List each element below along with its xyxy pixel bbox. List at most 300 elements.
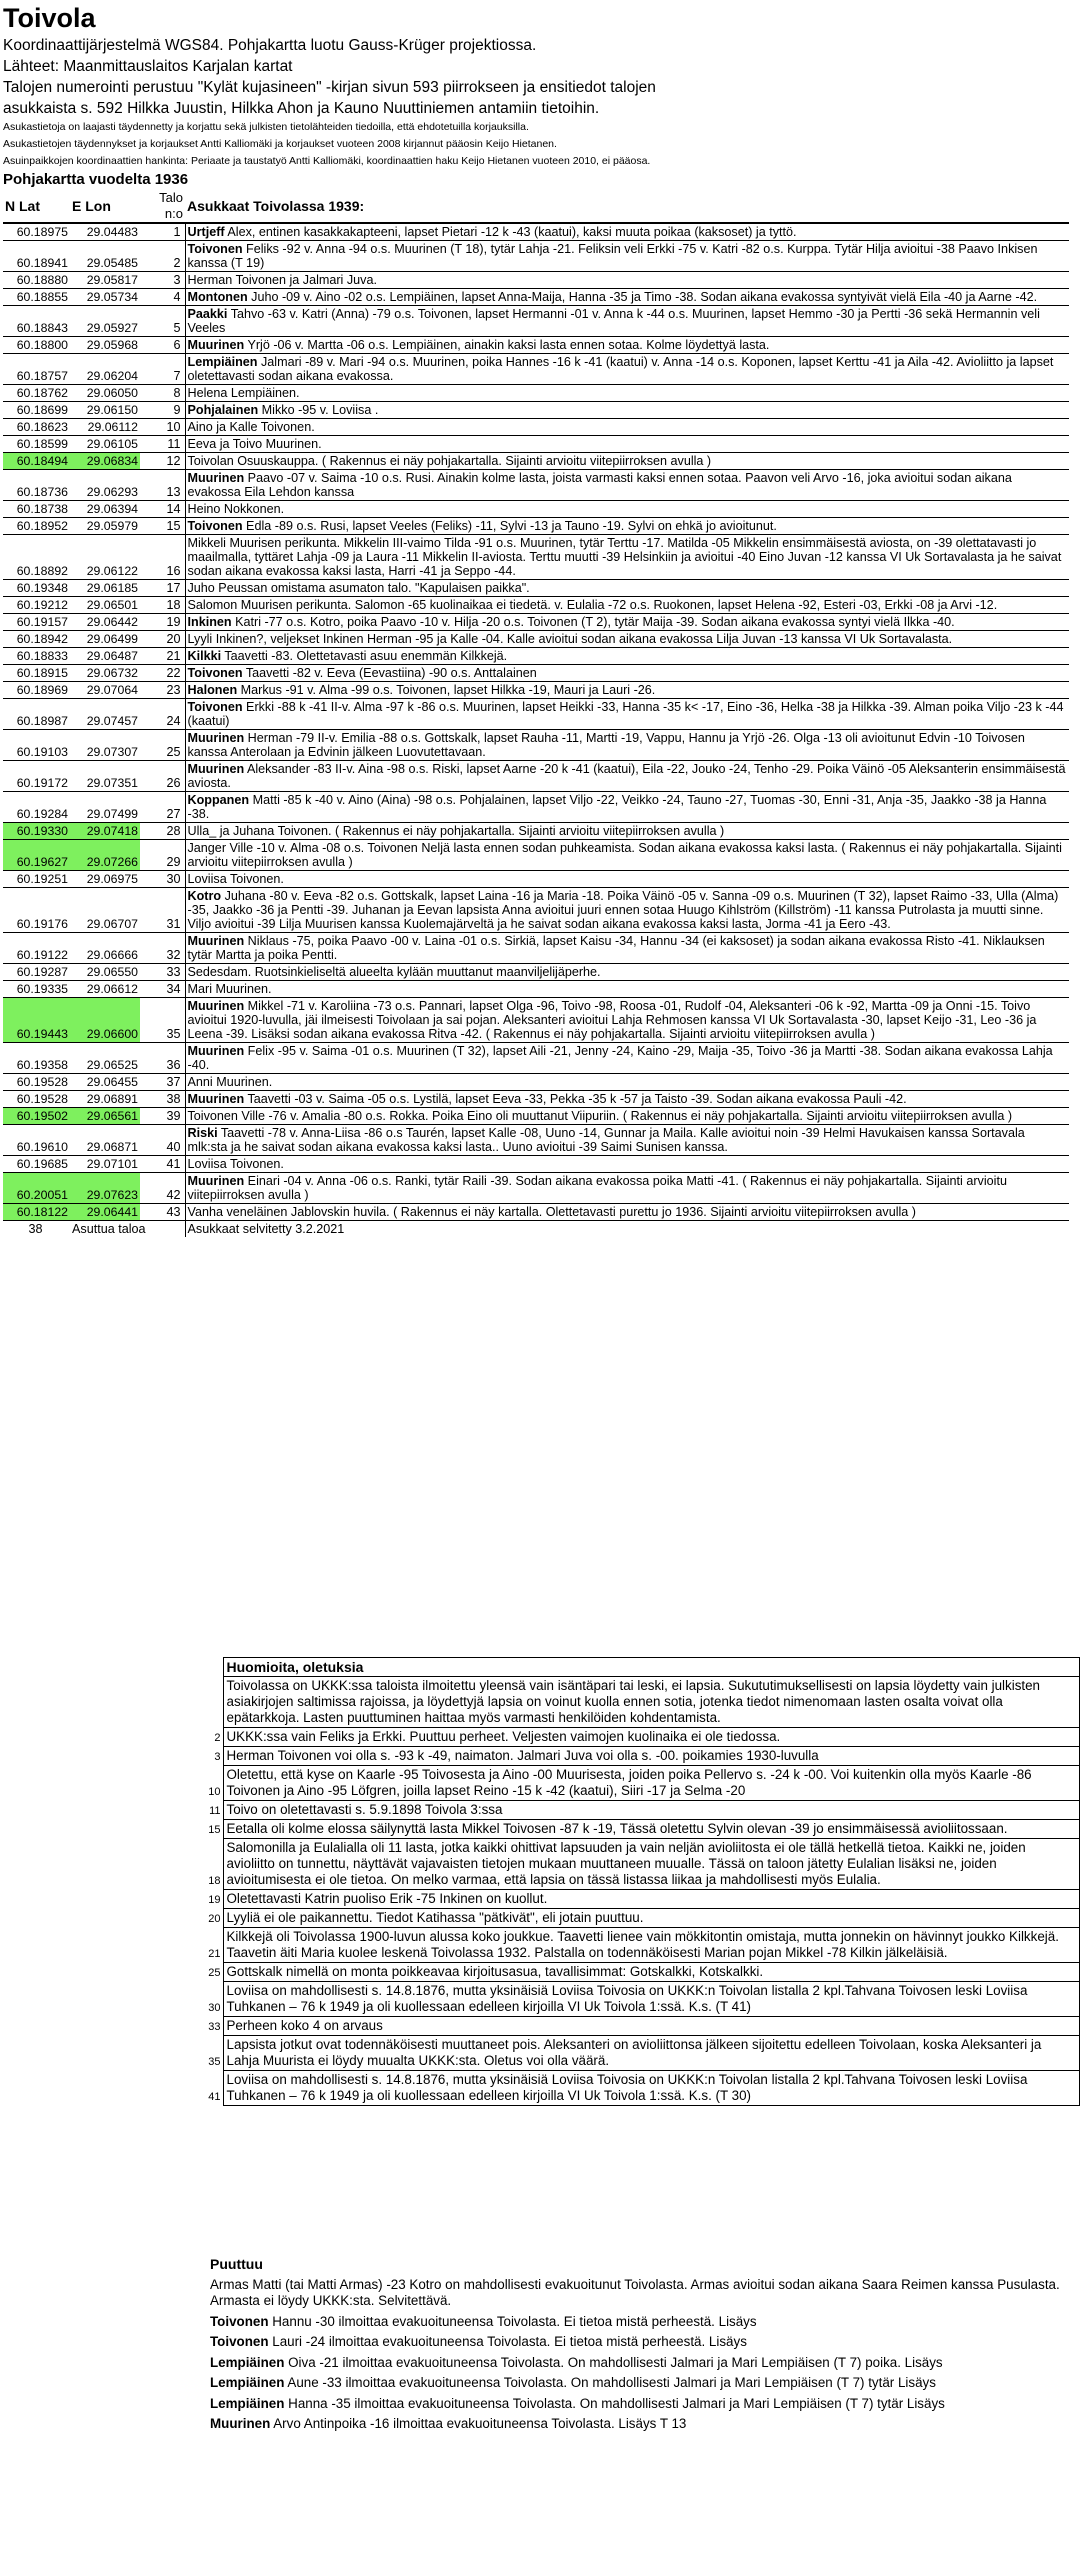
cell-residents bbox=[185, 470, 1069, 501]
cell-lat: 60.18736 bbox=[3, 470, 70, 501]
note-row bbox=[205, 1839, 1080, 1890]
table-footer bbox=[3, 1221, 1069, 1238]
cell-lon: 29.05927 bbox=[70, 306, 140, 337]
note-text: Oletettavasti Katrin puoliso Erik -75 Inkinen on kuollut. bbox=[223, 1890, 1080, 1909]
note-number: 41 bbox=[205, 2071, 223, 2106]
cell-residents bbox=[185, 385, 1069, 402]
note-text: UKKK:ssa vain Feliks ja Erkki. Puuttuu perheet. Veljesten vaimojen kuolinaika ei ole tiedossa. bbox=[223, 1728, 1080, 1747]
residents-table bbox=[3, 190, 1069, 1237]
note-row bbox=[205, 1963, 1080, 1982]
table-row bbox=[3, 614, 1069, 631]
resident-text: Taavetti -78 v. Anna-Liisa -86 o.s Taurén, lapset Kalle -08, Uuno -14, Gunnar ja Maila. Kalle avioitui noin -39 Helmi Havukaisen kanssa Sortavala mlk:sta ja he saivat sodan aikana evakossa kaksi lasta.. Uuno avioitui -39 Saimi Sunisen kanssa. bbox=[187, 1126, 1025, 1154]
cell-residents bbox=[185, 1173, 1069, 1204]
cell-lat: 60.18942 bbox=[3, 631, 70, 648]
cell-residents bbox=[185, 1043, 1069, 1074]
table-row bbox=[3, 470, 1069, 501]
cell-lon: 29.06525 bbox=[70, 1043, 140, 1074]
family-name: Muurinen bbox=[187, 731, 245, 745]
cell-lon: 29.07351 bbox=[70, 761, 140, 792]
cell-lon: 29.07064 bbox=[70, 682, 140, 699]
note-text: Oletettu, että kyse on Kaarle -95 Toivosesta ja Aino -00 Muurisesta, joiden poika Pellervo s. -24 k -00. Voi kuitenkin olla myös Kaarle -86 Toivonen ja Aino -95 Löfgren, joilla lapset Reino -15 k -42 (kaatui), Siiri -17 ja Selma -20 bbox=[223, 1766, 1080, 1801]
cell-lat: 60.19335 bbox=[3, 981, 70, 998]
intro-line: asukkaista s. 592 Hilkka Juustin, Hilkka Ahon ja Kauno Nuuttiniemen antamiin tietoihin. bbox=[3, 100, 600, 117]
cell-lat: 60.18762 bbox=[3, 385, 70, 402]
note-number: 3 bbox=[205, 1747, 223, 1766]
cell-house-number: 9 bbox=[140, 402, 185, 419]
cell-lat: 60.19284 bbox=[3, 792, 70, 823]
missing-family-name: Lempiäinen bbox=[210, 2375, 285, 2390]
missing-item bbox=[210, 2396, 1070, 2413]
note-number: 33 bbox=[205, 2017, 223, 2036]
cell-residents bbox=[185, 933, 1069, 964]
missing-text: Arvo Antinpoika -16 ilmoittaa evakuoituneensa Toivolasta. Lisäys T 13 bbox=[270, 2416, 687, 2431]
table-row bbox=[3, 1108, 1069, 1125]
resident-text: Aino ja Kalle Toivonen. bbox=[187, 420, 315, 434]
cell-house-number: 11 bbox=[140, 436, 185, 453]
cell-lon: 29.06707 bbox=[70, 888, 140, 933]
cell-lat: 60.19502 bbox=[3, 1108, 70, 1125]
note-text: Eetalla oli kolme elossa säilynyttä lasta Mikkel Toivosen -87 k -19, Tässä oletettu Sylvin olevan -39 jo ensimmäisessä avioliitossaan. bbox=[223, 1820, 1080, 1839]
table-row bbox=[3, 981, 1069, 998]
table-row bbox=[3, 823, 1069, 840]
cell-residents bbox=[185, 289, 1069, 306]
resident-text: Toivolan Osuuskauppa. ( Rakennus ei näy pohjakartalla. Sijainti arvioitu viitepiirroksen avulla ) bbox=[187, 454, 712, 468]
cell-residents bbox=[185, 665, 1069, 682]
table-row bbox=[3, 888, 1069, 933]
missing-text: Oiva -21 ilmoittaa evakuoituneensa Toivolasta. On mahdollisesti Jalmari ja Mari Lempiäisen (T 7) poika. Lisäys bbox=[284, 2354, 943, 2370]
resident-text: Taavetti -82 v. Eeva (Eevastiina) -90 o.s. Anttalainen bbox=[242, 666, 537, 680]
note-row bbox=[205, 1890, 1080, 1909]
header-residents: Asukkaat Toivolassa 1939: bbox=[187, 198, 365, 214]
table-row bbox=[3, 535, 1069, 580]
cell-residents bbox=[185, 699, 1069, 730]
intro-line: Talojen numerointi perustuu "Kylät kujasineen" -kirjan sivun 593 piirrokseen ja ensitiedot talojen bbox=[3, 79, 656, 96]
table-row bbox=[3, 1074, 1069, 1091]
cell-residents bbox=[185, 453, 1069, 470]
resident-text: Juho Peussan omistama asumaton talo. "Kapulaisen paikka". bbox=[187, 581, 530, 595]
cell-house-number: 33 bbox=[140, 964, 185, 981]
cell-house-number: 41 bbox=[140, 1156, 185, 1173]
cell-residents bbox=[185, 871, 1069, 888]
table-row bbox=[3, 730, 1069, 761]
table-row bbox=[3, 998, 1069, 1043]
note-text: Lapsista jotkut ovat todennäköisesti muuttaneet pois. Aleksanteri on avioliittonsa jälkeen sijoitettu edelleen Toivolaan, koska Aleksanteri ja Lahja Muurista ei löydy muualta UKKK:sta. Oletus voi olla väärä. bbox=[223, 2036, 1080, 2071]
family-name: Muurinen bbox=[187, 1044, 245, 1058]
credit-line: Asuinpaikkojen koordinaattien hankinta: Periaate ja taustatyö Antti Kalliomäki, koordinaattien haku Keijo Hietanen vuoteen 2010, ei pääosa. bbox=[3, 155, 651, 167]
cell-residents bbox=[185, 272, 1069, 289]
cell-lat: 60.18969 bbox=[3, 682, 70, 699]
cell-lon: 29.06550 bbox=[70, 964, 140, 981]
cell-lat: 60.18122 bbox=[3, 1204, 70, 1221]
credits-block bbox=[0, 119, 1084, 170]
cell-lon: 29.06891 bbox=[70, 1091, 140, 1108]
resident-text: Sedesdam. Ruotsinkieliseltä alueelta kylään muuttanut maanviljelijäperhe. bbox=[187, 965, 601, 979]
cell-house-number: 22 bbox=[140, 665, 185, 682]
table-row bbox=[3, 518, 1069, 535]
resident-text: Erkki -88 k -41 II-v. Alma -97 k -86 o.s. Muurinen, lapset Heikki -33, Hanna -35 k< -17, Eino -36, Helka -38 ja Hilkka -39. Alman poika Viljo -23 k -44 (kaatui) bbox=[187, 700, 1064, 728]
cell-house-number: 30 bbox=[140, 871, 185, 888]
resident-text: Juho -09 v. Aino -02 o.s. Lempiäinen, lapset Anna-Maija, Hanna -35 ja Timo -38. Sodan aikana evakossa syntyivät vielä Eila -40 ja Aarne -42. bbox=[247, 290, 1038, 304]
cell-house-number: 23 bbox=[140, 682, 185, 699]
missing-family-name: Muurinen bbox=[210, 2416, 271, 2431]
resident-text: Toivonen Ville -76 v. Amalia -80 o.s. Rokka. Poika Eino oli muuttanut Viipuriin. ( Rakennus ei näy pohjakartalla. Sijainti arvioitu viitepiirroksen avulla ) bbox=[187, 1109, 1013, 1123]
resident-text: Herman Toivonen ja Jalmari Juva. bbox=[187, 273, 377, 287]
table-row bbox=[3, 597, 1069, 614]
note-text: Herman Toivonen voi olla s. -93 k -49, naimaton. Jalmari Juva voi olla s. -00. poikamies 1930-luvulla bbox=[223, 1747, 1080, 1766]
page-title: Toivola bbox=[3, 3, 96, 33]
cell-lon: 29.07307 bbox=[70, 730, 140, 761]
cell-lat: 60.18915 bbox=[3, 665, 70, 682]
cell-lat: 60.18833 bbox=[3, 648, 70, 665]
missing-text: Hannu -30 ilmoittaa evakuoituneensa Toivolasta. Ei tietoa mistä perheestä. Lisäys bbox=[268, 2313, 757, 2329]
cell-house-number: 38 bbox=[140, 1091, 185, 1108]
missing-family-name: Lempiäinen bbox=[210, 2395, 285, 2411]
family-name: Montonen bbox=[187, 290, 248, 304]
note-row bbox=[205, 1820, 1080, 1839]
cell-residents bbox=[185, 580, 1069, 597]
cell-house-number: 25 bbox=[140, 730, 185, 761]
table-row bbox=[3, 682, 1069, 699]
cell-lon: 29.05734 bbox=[70, 289, 140, 306]
cell-lon: 29.06050 bbox=[70, 385, 140, 402]
resident-text: Aleksander -83 II-v. Aina -98 o.s. Riski, lapset Aarne -20 k -41 (kaatui), Eila -22, Jouko -24, Tenho -29. Poika Väinö -05 Aleksanterin ensimmäisestä aviosta. bbox=[187, 762, 1066, 790]
note-row bbox=[205, 2017, 1080, 2036]
resident-text: Katri -77 o.s. Kotro, poika Paavo -10 v. Hilja -20 o.s. Toivonen (T 2), tytär Maija -39. Sodan aikana evakossa syntyi vielä Ilkka -40. bbox=[231, 615, 955, 629]
cell-house-number: 37 bbox=[140, 1074, 185, 1091]
cell-residents bbox=[185, 682, 1069, 699]
cell-lat: 60.19212 bbox=[3, 597, 70, 614]
cell-lon: 29.06105 bbox=[70, 436, 140, 453]
table-row bbox=[3, 665, 1069, 682]
table-row bbox=[3, 501, 1069, 518]
family-name: Riski bbox=[187, 1126, 218, 1140]
cell-residents bbox=[185, 597, 1069, 614]
cell-lat: 60.18892 bbox=[3, 535, 70, 580]
cell-lon: 29.04483 bbox=[70, 223, 140, 241]
cell-lat: 60.19685 bbox=[3, 1156, 70, 1173]
cell-lon: 29.05485 bbox=[70, 241, 140, 272]
header-house: Talo n:o bbox=[159, 190, 183, 221]
table-row bbox=[3, 1204, 1069, 1221]
cell-house-number: 5 bbox=[140, 306, 185, 337]
cell-house-number: 39 bbox=[140, 1108, 185, 1125]
table-row bbox=[3, 402, 1069, 419]
cell-house-number: 10 bbox=[140, 419, 185, 436]
note-text: Toivo on oletettavasti s. 5.9.1898 Toivola 3:ssa bbox=[223, 1801, 1080, 1820]
cell-residents bbox=[185, 998, 1069, 1043]
note-row bbox=[205, 1909, 1080, 1928]
resident-text: Alex, entinen kasakkakapteeni, lapset Pietari -12 k -43 (kaatui), kaksi muuta poikaa (kaksoset) ja tyttö. bbox=[224, 225, 797, 239]
table-row bbox=[3, 419, 1069, 436]
note-row bbox=[205, 1928, 1080, 1963]
missing-text: Hanna -35 ilmoittaa evakuoituneensa Toivolasta. On mahdollisesti Jalmari ja Mari Lempiäisen (T 7) tytär Lisäys bbox=[284, 2395, 945, 2411]
missing-item bbox=[210, 2375, 1070, 2392]
family-name: Halonen bbox=[187, 683, 238, 697]
cell-lon: 29.06112 bbox=[70, 419, 140, 436]
note-number: 25 bbox=[205, 1963, 223, 1982]
note-number: 15 bbox=[205, 1820, 223, 1839]
family-name: Lempiäinen bbox=[187, 355, 258, 369]
cell-house-number: 42 bbox=[140, 1173, 185, 1204]
cell-residents bbox=[185, 888, 1069, 933]
table-row bbox=[3, 699, 1069, 730]
table-row bbox=[3, 1125, 1069, 1156]
family-name: Muurinen bbox=[187, 934, 245, 948]
cell-lat: 60.18623 bbox=[3, 419, 70, 436]
notes-section bbox=[205, 1657, 1081, 2106]
note-row bbox=[205, 2071, 1080, 2106]
cell-residents bbox=[185, 730, 1069, 761]
cell-house-number: 16 bbox=[140, 535, 185, 580]
cell-lat: 60.19157 bbox=[3, 614, 70, 631]
table-row bbox=[3, 272, 1069, 289]
resident-text: Heino Nokkonen. bbox=[187, 502, 285, 516]
table-row bbox=[3, 648, 1069, 665]
missing-text: Armas Matti (tai Matti Armas) -23 Kotro on mahdollisesti evakuoitunut Toivolasta. Armas avioitui sodan aikana Saara Reimen kanssa Pusulasta. Armasta ei löydy UKKK:sta. Selvitettävä. bbox=[210, 2276, 1060, 2308]
footer-count: 38 bbox=[28, 1222, 43, 1236]
resident-text: Mikkel -71 v. Karoliina -73 o.s. Pannari, lapset Olga -96, Toivo -98, Roosa -01, Rudolf -04, Aleksanteri -06 k -92, Martta -09 ja Onni -15. Toivo avioitui 1920-luvulla, jäi ilmeisesti Toivolaan ja sai pojan. Aleksanteri avioitui Lahja Rehmosen kanssa VI Uk Sortavalasta -30, lapset Keijo -31, Leo -36 ja Leena -39. Lisäksi sodan aikana evakossa Ritva -42. ( Rakennus ei näy pohjakartalla. Sijainti arvioitu viitepiirroksen avulla ) bbox=[187, 999, 1037, 1041]
cell-lon: 29.06204 bbox=[70, 354, 140, 385]
table-row bbox=[3, 1091, 1069, 1108]
cell-lat: 60.18855 bbox=[3, 289, 70, 306]
cell-residents bbox=[185, 223, 1069, 241]
cell-house-number: 20 bbox=[140, 631, 185, 648]
family-name: Toivonen bbox=[187, 700, 243, 714]
cell-residents bbox=[185, 1125, 1069, 1156]
cell-lat: 60.19443 bbox=[3, 998, 70, 1043]
note-text: Gottskalk nimellä on monta poikkeavaa kirjoitusasua, tavallisimmat: Gotskalkki, Kotskalkki. bbox=[223, 1963, 1080, 1982]
resident-text: Helena Lempiäinen. bbox=[187, 386, 300, 400]
missing-item bbox=[210, 2314, 1070, 2331]
cell-lat: 60.19528 bbox=[3, 1074, 70, 1091]
missing-family-name: Toivonen bbox=[210, 2313, 269, 2329]
cell-lat: 60.18952 bbox=[3, 518, 70, 535]
cell-lon: 29.06394 bbox=[70, 501, 140, 518]
note-number: 2 bbox=[205, 1728, 223, 1747]
cell-residents bbox=[185, 535, 1069, 580]
cell-lat: 60.18843 bbox=[3, 306, 70, 337]
family-name: Toivonen bbox=[187, 666, 243, 680]
table-row bbox=[3, 453, 1069, 470]
cell-house-number: 13 bbox=[140, 470, 185, 501]
cell-residents bbox=[185, 337, 1069, 354]
cell-lon: 29.06122 bbox=[70, 535, 140, 580]
resident-text: Markus -91 v. Alma -99 o.s. Toivonen, lapset Hilkka -19, Mauri ja Lauri -26. bbox=[237, 683, 656, 697]
family-name: Muurinen bbox=[187, 471, 245, 485]
cell-lat: 60.18987 bbox=[3, 699, 70, 730]
table-row bbox=[3, 354, 1069, 385]
missing-item bbox=[210, 2355, 1070, 2372]
header-lat: N Lat bbox=[5, 198, 40, 214]
missing-header: Puuttuu bbox=[210, 2256, 263, 2272]
family-name: Inkinen bbox=[187, 615, 232, 629]
note-row bbox=[205, 1747, 1080, 1766]
cell-lon: 29.07457 bbox=[70, 699, 140, 730]
note-row bbox=[205, 1728, 1080, 1747]
cell-house-number: 19 bbox=[140, 614, 185, 631]
cell-residents bbox=[185, 761, 1069, 792]
table-row bbox=[3, 933, 1069, 964]
table-row bbox=[3, 631, 1069, 648]
table-row bbox=[3, 1043, 1069, 1074]
cell-residents bbox=[185, 614, 1069, 631]
cell-residents bbox=[185, 402, 1069, 419]
note-text: Lyyliä ei ole paikannettu. Tiedot Katihassa "pätkivät", eli jotain puuttuu. bbox=[223, 1909, 1080, 1928]
table-row bbox=[3, 223, 1069, 241]
note-row bbox=[205, 1677, 1080, 1728]
missing-text: Lauri -24 ilmoittaa evakuoituneensa Toivolasta. Ei tietoa mistä perheestä. Lisäys bbox=[268, 2334, 747, 2349]
family-name: Urtjeff bbox=[187, 225, 225, 239]
resident-text: Anni Muurinen. bbox=[187, 1075, 273, 1089]
cell-lat: 60.19122 bbox=[3, 933, 70, 964]
note-number: 18 bbox=[205, 1839, 223, 1890]
table-row bbox=[3, 385, 1069, 402]
cell-lon: 29.05979 bbox=[70, 518, 140, 535]
family-name: Kotro bbox=[187, 889, 222, 903]
cell-lat: 60.18941 bbox=[3, 241, 70, 272]
table-row bbox=[3, 792, 1069, 823]
cell-lon: 29.07499 bbox=[70, 792, 140, 823]
cell-lon: 29.06150 bbox=[70, 402, 140, 419]
cell-lat: 60.18975 bbox=[3, 223, 70, 241]
footer-updated: Asukkaat selvitetty 3.2.2021 bbox=[185, 1221, 1069, 1238]
table-row bbox=[3, 337, 1069, 354]
note-text: Loviisa on mahdollisesti s. 14.8.1876, mutta yksinäisiä Loviisa Toivosia on UKKK:n Toivolan listalla 2 kpl.Tahvana Toivosen leski Loviisa Tuhkanen – 76 k 1949 ja oli kuollessaan edelleen kirjoilla VI Uk Toivola 1:ssä. K.s. (T 30) bbox=[223, 2071, 1080, 2106]
cell-lat: 60.20051 bbox=[3, 1173, 70, 1204]
family-name: Koppanen bbox=[187, 793, 250, 807]
cell-residents bbox=[185, 354, 1069, 385]
cell-lat: 60.19330 bbox=[3, 823, 70, 840]
cell-house-number: 12 bbox=[140, 453, 185, 470]
note-row bbox=[205, 1982, 1080, 2017]
cell-lon: 29.06666 bbox=[70, 933, 140, 964]
cell-lat: 60.19251 bbox=[3, 871, 70, 888]
cell-residents bbox=[185, 823, 1069, 840]
intro-line: Lähteet: Maanmittauslaitos Karjalan kartat bbox=[3, 58, 293, 75]
family-name: Muurinen bbox=[187, 338, 245, 352]
family-name: Muurinen bbox=[187, 1092, 245, 1106]
cell-house-number: 17 bbox=[140, 580, 185, 597]
resident-text: Mikkeli Muurisen perikunta. Mikkelin III-vaimo Tilda -91 o.s. Muurinen, tytär Terttu -17. Matilda -05 Mikkelin ensimmäisestä aviosta, on -39 olettatavasti jo maailmalla, tyttäret Lahja -09 ja Laura -11 Mikkelin II-aviosta. Terttu muutti -39 Helsinkiin ja avioitui -40 Eino Juvan -12 kanssa VI Uk Sortavalasta ja he saivat sodan aikana evakossa kaksi lasta, Harri -41 ja Seppo -44. bbox=[187, 536, 1062, 578]
missing-section bbox=[210, 2256, 1070, 2437]
family-name: Kilkki bbox=[187, 649, 222, 663]
cell-lon: 29.06442 bbox=[70, 614, 140, 631]
cell-lat: 60.19172 bbox=[3, 761, 70, 792]
cell-lon: 29.07418 bbox=[70, 823, 140, 840]
missing-family-name: Lempiäinen bbox=[210, 2354, 285, 2370]
resident-text: Tahvo -63 v. Katri (Anna) -79 o.s. Toivonen, lapset Hermanni -01 v. Anna k -44 o.s. Muurinen, lapset Hemmo -30 ja Pertti -36 sekä Hermannin veli Veeles bbox=[187, 307, 1040, 335]
cell-lat: 60.18757 bbox=[3, 354, 70, 385]
cell-house-number: 21 bbox=[140, 648, 185, 665]
resident-text: Edla -89 o.s. Rusi, lapset Veeles (Feliks) -11, Sylvi -13 ja Tauno -19. Sylvi on ehkä jo avioitunut. bbox=[242, 519, 777, 533]
note-text: Loviisa on mahdollisesti s. 14.8.1876, mutta yksinäisiä Loviisa Toivosia on UKKK:n Toivolan listalla 2 kpl.Tahvana Toivosen leski Loviisa Tuhkanen – 76 k 1949 ja oli kuollessaan edelleen kirjoilla VI Uk Toivola 1:ssä. K.s. (T 41) bbox=[223, 1982, 1080, 2017]
cell-lon: 29.05817 bbox=[70, 272, 140, 289]
cell-lon: 29.06600 bbox=[70, 998, 140, 1043]
cell-lat: 60.19176 bbox=[3, 888, 70, 933]
cell-residents bbox=[185, 1156, 1069, 1173]
table-row bbox=[3, 871, 1069, 888]
table-row bbox=[3, 580, 1069, 597]
note-number: 21 bbox=[205, 1928, 223, 1963]
cell-lon: 29.06455 bbox=[70, 1074, 140, 1091]
cell-house-number: 28 bbox=[140, 823, 185, 840]
cell-lat: 60.18699 bbox=[3, 402, 70, 419]
table-row bbox=[3, 1156, 1069, 1173]
cell-lon: 29.07101 bbox=[70, 1156, 140, 1173]
cell-lon: 29.06834 bbox=[70, 453, 140, 470]
header-lon: E Lon bbox=[72, 198, 111, 214]
resident-text: Janger Ville -10 v. Alma -08 o.s. Toivonen Neljä lasta ennen sodan puhkeamista. Sodan aikana evakossa kaksi lasta. ( Rakennus ei näy pohjakartalla. Sijainti arvioitu viitepiirroksen avulla ) bbox=[187, 841, 1062, 869]
table-row bbox=[3, 306, 1069, 337]
cell-residents bbox=[185, 501, 1069, 518]
family-name: Muurinen bbox=[187, 762, 245, 776]
cell-lon: 29.06441 bbox=[70, 1204, 140, 1221]
resident-text: Felix -95 v. Saima -01 o.s. Muurinen (T 32), lapset Aili -21, Jenny -24, Kaino -29, Maija -35, Toivo -36 ja Martti -38. Sodan aikana evakossa Lahja -40. bbox=[187, 1044, 1053, 1072]
missing-item bbox=[210, 2277, 1070, 2310]
cell-house-number: 15 bbox=[140, 518, 185, 535]
cell-house-number: 18 bbox=[140, 597, 185, 614]
cell-lon: 29.06487 bbox=[70, 648, 140, 665]
cell-lat: 60.19528 bbox=[3, 1091, 70, 1108]
cell-residents bbox=[185, 241, 1069, 272]
resident-text: Juhana -80 v. Eeva -82 o.s. Gottskalk, lapset Laina -16 ja Maria -18. Poika Väinö -05 v. Sanna -09 o.s. Muurinen (T 32), lapset Raimo -33, Ulla (Alma) -35, Jaakko -36 ja Pentti -39. Juhanan ja Eevan lapsista Anna avioitui juuri ennen sotaa Huugo Kihlström (Killström) -11 kanssa Putrolasta ja muutti sinne. Viljo avioitui -39 Lilja Muurisen kanssa Kuolemajärveltä ja he saivat sodan aikana evakossa kaksi lasta, Jorma -41 ja Eero -43. bbox=[187, 889, 1059, 931]
cell-lat: 60.19358 bbox=[3, 1043, 70, 1074]
resident-text: Mari Muurinen. bbox=[187, 982, 272, 996]
resident-text: Loviisa Toivonen. bbox=[187, 872, 284, 886]
cell-lon: 29.07623 bbox=[70, 1173, 140, 1204]
notes-header: Huomioita, oletuksia bbox=[223, 1658, 1080, 1677]
cell-house-number: 6 bbox=[140, 337, 185, 354]
cell-lat: 60.19348 bbox=[3, 580, 70, 597]
table-row bbox=[3, 241, 1069, 272]
cell-lat: 60.18738 bbox=[3, 501, 70, 518]
resident-text: Yrjö -06 v. Martta -06 o.s. Lempiäinen, ainakin kaksi lasta ennen sotaa. Kolme löydettyä lasta. bbox=[244, 338, 770, 352]
cell-residents bbox=[185, 1091, 1069, 1108]
cell-lon: 29.06871 bbox=[70, 1125, 140, 1156]
family-name: Toivonen bbox=[187, 242, 243, 256]
cell-lon: 29.06732 bbox=[70, 665, 140, 682]
cell-residents bbox=[185, 1204, 1069, 1221]
cell-lat: 60.19610 bbox=[3, 1125, 70, 1156]
resident-text: Matti -85 k -40 v. Aino (Aina) -98 o.s. Pohjalainen, lapset Viljo -22, Veikko -24, Tauno -27, Tuomas -30, Enni -31, Anja -35, Jaakko -38 ja Hanna -38. bbox=[187, 793, 1047, 821]
cell-residents bbox=[185, 1074, 1069, 1091]
missing-item bbox=[210, 2334, 1070, 2351]
resident-text: Salomon Muurisen perikunta. Salomon -65 kuolinaikaa ei tiedetä. v. Eulalia -72 o.s. Ruokonen, lapset Helena -92, Esteri -03, Erkki -08 ja Arvi -12. bbox=[187, 598, 998, 612]
cell-lat: 60.18494 bbox=[3, 453, 70, 470]
cell-house-number: 1 bbox=[140, 223, 185, 241]
family-name: Pohjalainen bbox=[187, 403, 259, 417]
cell-lon: 29.05968 bbox=[70, 337, 140, 354]
resident-text: Vanha veneläinen Jablovskin huvila. ( Rakennus ei näy kartalla. Olettetavasti purettu jo 1936. Sijainti arvioitu viitepiirroksen avulla ) bbox=[187, 1205, 916, 1219]
cell-lat: 60.19103 bbox=[3, 730, 70, 761]
family-name: Muurinen bbox=[187, 1174, 245, 1188]
cell-house-number: 3 bbox=[140, 272, 185, 289]
cell-lon: 29.06293 bbox=[70, 470, 140, 501]
cell-house-number: 2 bbox=[140, 241, 185, 272]
cell-house-number: 43 bbox=[140, 1204, 185, 1221]
cell-residents bbox=[185, 436, 1069, 453]
cell-residents bbox=[185, 648, 1069, 665]
cell-residents bbox=[185, 840, 1069, 871]
missing-text: Aune -33 ilmoittaa evakuoituneensa Toivolasta. On mahdollisesti Jalmari ja Mari Lempiäisen (T 7) tytär Lisäys bbox=[284, 2375, 936, 2390]
cell-house-number: 8 bbox=[140, 385, 185, 402]
cell-lat: 60.18880 bbox=[3, 272, 70, 289]
note-text: Toivolassa on UKKK:ssa taloista ilmoitettu yleensä vain isäntäpari tai leski, ei lapsia. Sukututimuksellisesti on lapsia löydetty vain julkisten asiakirjojen saltimissa rajoissa, ja löydettyjä lapsia on voinut kuolla ennen sotia, jotenka tiedot nimenomaan lasten osalta voivat olla epätarkkoja. Lasten puuttuminen haittaa myös varmasti henkilöiden kohdentamista. bbox=[223, 1677, 1080, 1728]
credit-line: Asukastietojen täydennykset ja korjaukset Antti Kalliomäki ja korjaukset vuoteen 2008 kirjannut pääosin Keijo Hietanen. bbox=[3, 138, 557, 150]
note-number: 19 bbox=[205, 1890, 223, 1909]
cell-residents bbox=[185, 306, 1069, 337]
cell-house-number: 4 bbox=[140, 289, 185, 306]
